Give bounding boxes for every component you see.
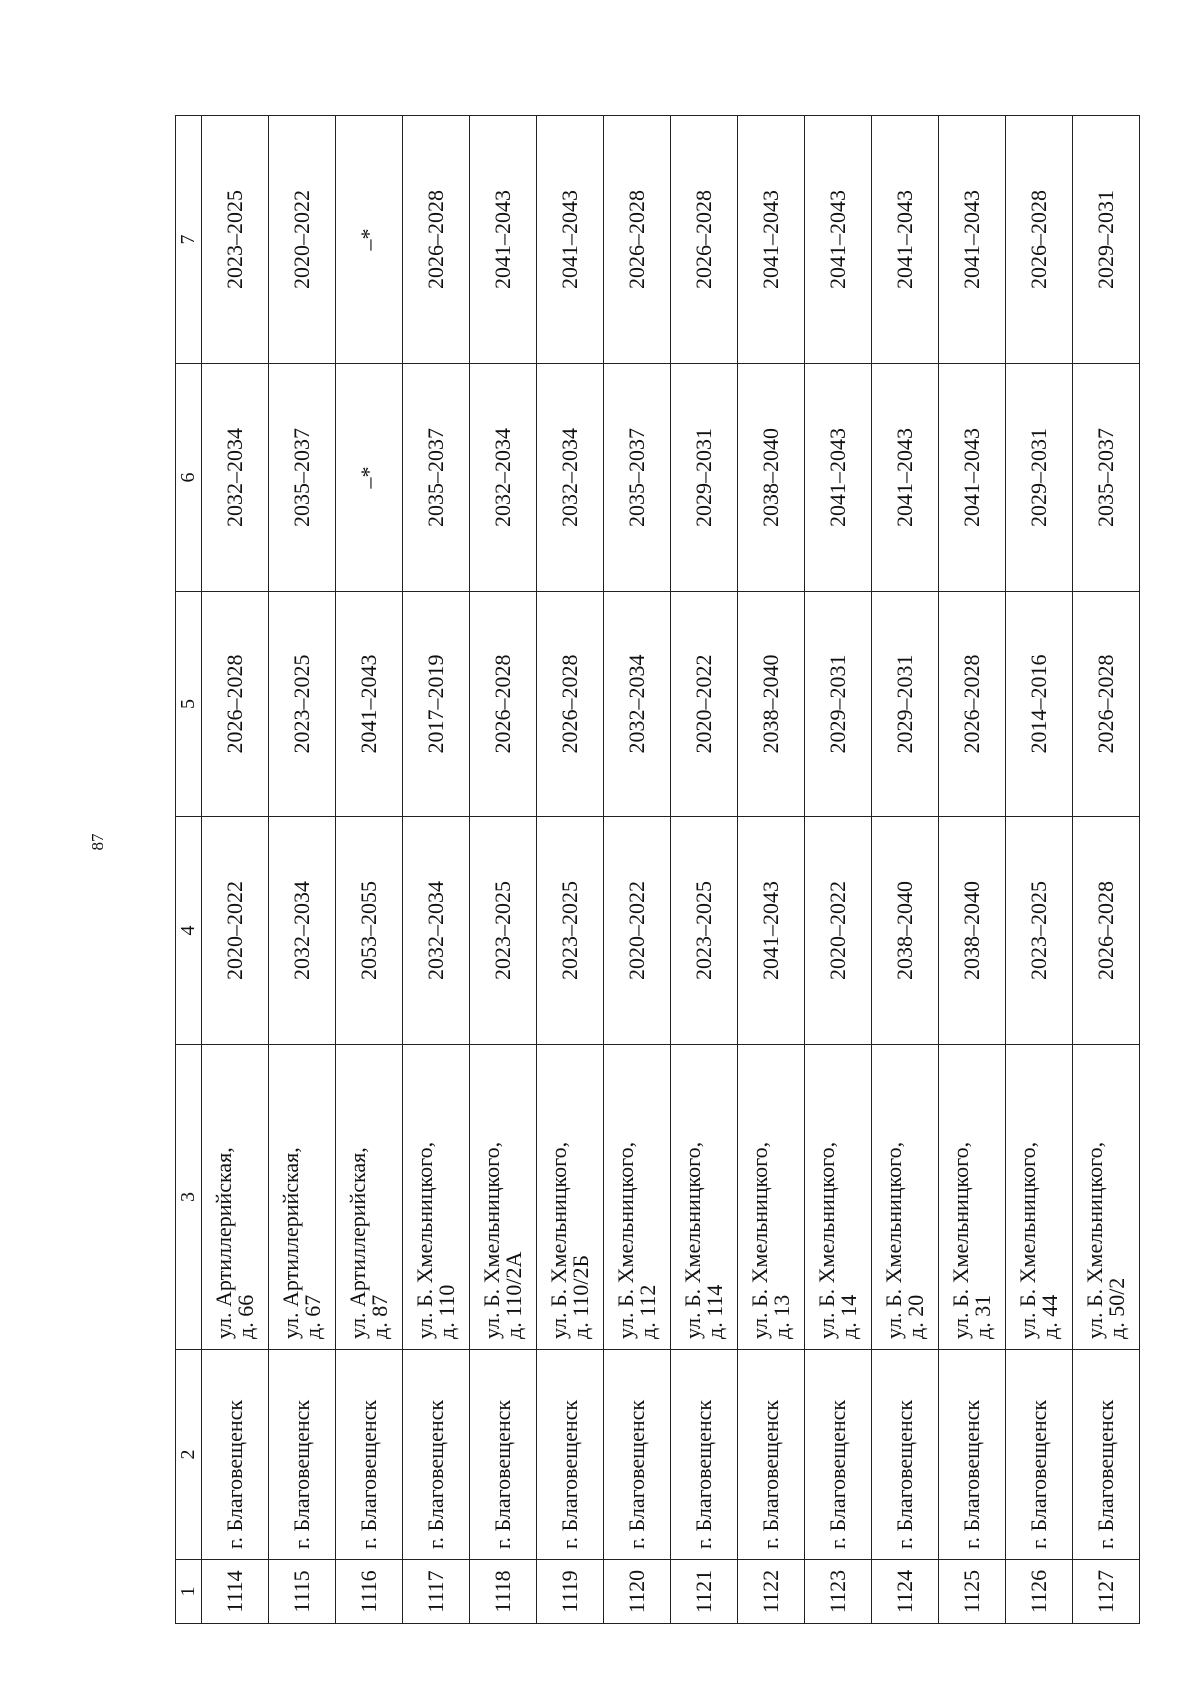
address-cell — [336, 1045, 403, 1350]
period-col-5: 2026–2028 — [939, 592, 1006, 817]
period-col-6: –* — [336, 364, 403, 592]
period-col-7: 2020–2022 — [269, 116, 336, 364]
settlement-cell: г. Благовещенск — [604, 1350, 671, 1560]
address-cell — [202, 1045, 269, 1350]
row-number: 1119 — [537, 1560, 604, 1624]
period-col-4: 2032–2034 — [269, 817, 336, 1045]
settlement-cell: г. Благовещенск — [403, 1350, 470, 1560]
period-col-7: 2041–2043 — [805, 116, 872, 364]
address-cell — [671, 1045, 738, 1350]
table-row — [805, 116, 872, 1624]
period-col-4: 2032–2034 — [403, 817, 470, 1045]
address-cell — [939, 1045, 1006, 1350]
address-line: ул. Б. Хмельницкого, — [680, 1141, 705, 1339]
address-cell — [872, 1045, 939, 1350]
header-col-3: 3 — [176, 1045, 202, 1350]
header-col-5: 5 — [176, 592, 202, 817]
address-line: ул. Артиллерийская, — [278, 1147, 303, 1339]
period-col-5: 2014–2016 — [1006, 592, 1073, 817]
settlement-cell: г. Благовещенск — [1073, 1350, 1140, 1560]
address-line: ул. Артиллерийская, — [345, 1147, 370, 1339]
address-line: д. 66 — [233, 1294, 258, 1339]
period-col-4: 2020–2022 — [202, 817, 269, 1045]
settlement-cell: г. Благовещенск — [738, 1350, 805, 1560]
settlement-cell: г. Благовещенск — [336, 1350, 403, 1560]
row-number: 1124 — [872, 1560, 939, 1624]
address-cell — [1073, 1045, 1140, 1350]
register-table-container — [175, 116, 1132, 1624]
period-col-4: 2020–2022 — [604, 817, 671, 1045]
table-row — [336, 116, 403, 1624]
settlement-cell: г. Благовещенск — [872, 1350, 939, 1560]
period-col-7: 2041–2043 — [537, 116, 604, 364]
period-col-5: 2041–2043 — [336, 592, 403, 817]
table-row — [537, 116, 604, 1624]
period-col-5: 2032–2034 — [604, 592, 671, 817]
period-col-6: 2041–2043 — [872, 364, 939, 592]
address-cell — [1006, 1045, 1073, 1350]
period-col-6: 2032–2034 — [470, 364, 537, 592]
address-line: д. 67 — [300, 1294, 325, 1339]
period-col-6: 2035–2037 — [403, 364, 470, 592]
table-rotation-frame — [175, 116, 1132, 1624]
table-row — [1006, 116, 1073, 1624]
address-line: д. 110/2Б — [568, 1254, 593, 1339]
settlement-cell: г. Благовещенск — [269, 1350, 336, 1560]
period-col-4: 2023–2025 — [470, 817, 537, 1045]
address-line: ул. Б. Хмельницкого, — [948, 1141, 973, 1339]
row-number: 1115 — [269, 1560, 336, 1624]
table-row — [738, 116, 805, 1624]
period-col-7: 2026–2028 — [403, 116, 470, 364]
address-line: д. 112 — [635, 1284, 660, 1339]
row-number: 1122 — [738, 1560, 805, 1624]
row-number: 1121 — [671, 1560, 738, 1624]
address-line: д. 13 — [769, 1294, 794, 1339]
period-col-5: 2026–2028 — [470, 592, 537, 817]
address-line: д. 14 — [836, 1294, 861, 1339]
address-cell — [269, 1045, 336, 1350]
settlement-cell: г. Благовещенск — [537, 1350, 604, 1560]
row-number: 1114 — [202, 1560, 269, 1624]
table-row — [269, 116, 336, 1624]
period-col-6: 2041–2043 — [805, 364, 872, 592]
period-col-6: 2032–2034 — [202, 364, 269, 592]
address-cell — [805, 1045, 872, 1350]
row-number: 1127 — [1073, 1560, 1140, 1624]
period-col-4: 2023–2025 — [1006, 817, 1073, 1045]
period-col-5: 2026–2028 — [1073, 592, 1140, 817]
address-line: ул. Б. Хмельницкого, — [479, 1141, 504, 1339]
address-line: ул. Б. Хмельницкого, — [1015, 1141, 1040, 1339]
header-row — [176, 116, 202, 1624]
period-col-7: 2026–2028 — [1006, 116, 1073, 364]
table-row — [671, 116, 738, 1624]
period-col-4: 2026–2028 — [1073, 817, 1140, 1045]
address-cell — [604, 1045, 671, 1350]
period-col-7: 2023–2025 — [202, 116, 269, 364]
address-line: ул. Б. Хмельницкого, — [881, 1141, 906, 1339]
address-line: ул. Б. Хмельницкого, — [412, 1141, 437, 1339]
period-col-7: 2041–2043 — [738, 116, 805, 364]
period-col-6: 2035–2037 — [604, 364, 671, 592]
address-line: ул. Б. Хмельницкого, — [814, 1141, 839, 1339]
table-body — [202, 116, 1140, 1624]
address-cell — [738, 1045, 805, 1350]
table-row — [872, 116, 939, 1624]
period-col-7: 2026–2028 — [604, 116, 671, 364]
address-cell — [470, 1045, 537, 1350]
row-number: 1120 — [604, 1560, 671, 1624]
period-col-4: 2020–2022 — [805, 817, 872, 1045]
address-line: д. 110 — [434, 1284, 459, 1339]
period-col-4: 2053–2055 — [336, 817, 403, 1045]
table-row — [939, 116, 1006, 1624]
settlement-cell: г. Благовещенск — [805, 1350, 872, 1560]
period-col-7: 2041–2043 — [470, 116, 537, 364]
page-number: 87 — [88, 833, 107, 851]
period-col-5: 2029–2031 — [872, 592, 939, 817]
address-line: д. 50/2 — [1104, 1277, 1129, 1339]
address-line: д. 114 — [702, 1284, 727, 1339]
period-col-7: 2029–2031 — [1073, 116, 1140, 364]
period-col-7: 2041–2043 — [872, 116, 939, 364]
table-row — [1073, 116, 1140, 1624]
header-col-7: 7 — [176, 116, 202, 364]
address-line: д. 44 — [1037, 1294, 1062, 1339]
period-col-6: 2032–2034 — [537, 364, 604, 592]
header-col-6: 6 — [176, 364, 202, 592]
address-line: д. 31 — [970, 1294, 995, 1339]
row-number: 1126 — [1006, 1560, 1073, 1624]
period-col-5: 2026–2028 — [202, 592, 269, 817]
register-table — [175, 115, 1140, 1624]
address-line: д. 110/2А — [501, 1251, 526, 1339]
period-col-6: 2041–2043 — [939, 364, 1006, 592]
address-line: ул. Б. Хмельницкого, — [747, 1141, 772, 1339]
row-number: 1118 — [470, 1560, 537, 1624]
header-col-4: 4 — [176, 817, 202, 1045]
period-col-7: 2041–2043 — [939, 116, 1006, 364]
period-col-5: 2020–2022 — [671, 592, 738, 817]
period-col-5: 2038–2040 — [738, 592, 805, 817]
table-row — [403, 116, 470, 1624]
period-col-4: 2038–2040 — [872, 817, 939, 1045]
address-line: ул. Б. Хмельницкого, — [546, 1141, 571, 1339]
period-col-5: 2029–2031 — [805, 592, 872, 817]
period-col-4: 2038–2040 — [939, 817, 1006, 1045]
header-col-2: 2 — [176, 1350, 202, 1560]
address-cell — [403, 1045, 470, 1350]
address-line: ул. Б. Хмельницкого, — [1082, 1141, 1107, 1339]
row-number: 1116 — [336, 1560, 403, 1624]
period-col-7: –* — [336, 116, 403, 364]
period-col-5: 2017–2019 — [403, 592, 470, 817]
period-col-4: 2041–2043 — [738, 817, 805, 1045]
period-col-6: 2038–2040 — [738, 364, 805, 592]
settlement-cell: г. Благовещенск — [671, 1350, 738, 1560]
period-col-5: 2023–2025 — [269, 592, 336, 817]
address-line: ул. Б. Хмельницкого, — [613, 1141, 638, 1339]
period-col-5: 2026–2028 — [537, 592, 604, 817]
table-row — [202, 116, 269, 1624]
period-col-6: 2029–2031 — [1006, 364, 1073, 592]
period-col-6: 2035–2037 — [269, 364, 336, 592]
row-number: 1117 — [403, 1560, 470, 1624]
period-col-4: 2023–2025 — [537, 817, 604, 1045]
row-number: 1125 — [939, 1560, 1006, 1624]
address-cell — [537, 1045, 604, 1350]
table-row — [604, 116, 671, 1624]
settlement-cell: г. Благовещенск — [939, 1350, 1006, 1560]
row-number: 1123 — [805, 1560, 872, 1624]
period-col-6: 2035–2037 — [1073, 364, 1140, 592]
settlement-cell: г. Благовещенск — [470, 1350, 537, 1560]
table-row — [470, 116, 537, 1624]
header-col-1: 1 — [176, 1560, 202, 1624]
address-line: д. 20 — [903, 1294, 928, 1339]
period-col-7: 2026–2028 — [671, 116, 738, 364]
address-line: д. 87 — [367, 1294, 392, 1339]
settlement-cell: г. Благовещенск — [1006, 1350, 1073, 1560]
settlement-cell: г. Благовещенск — [202, 1350, 269, 1560]
period-col-6: 2029–2031 — [671, 364, 738, 592]
address-line: ул. Артиллерийская, — [211, 1147, 236, 1339]
period-col-4: 2023–2025 — [671, 817, 738, 1045]
